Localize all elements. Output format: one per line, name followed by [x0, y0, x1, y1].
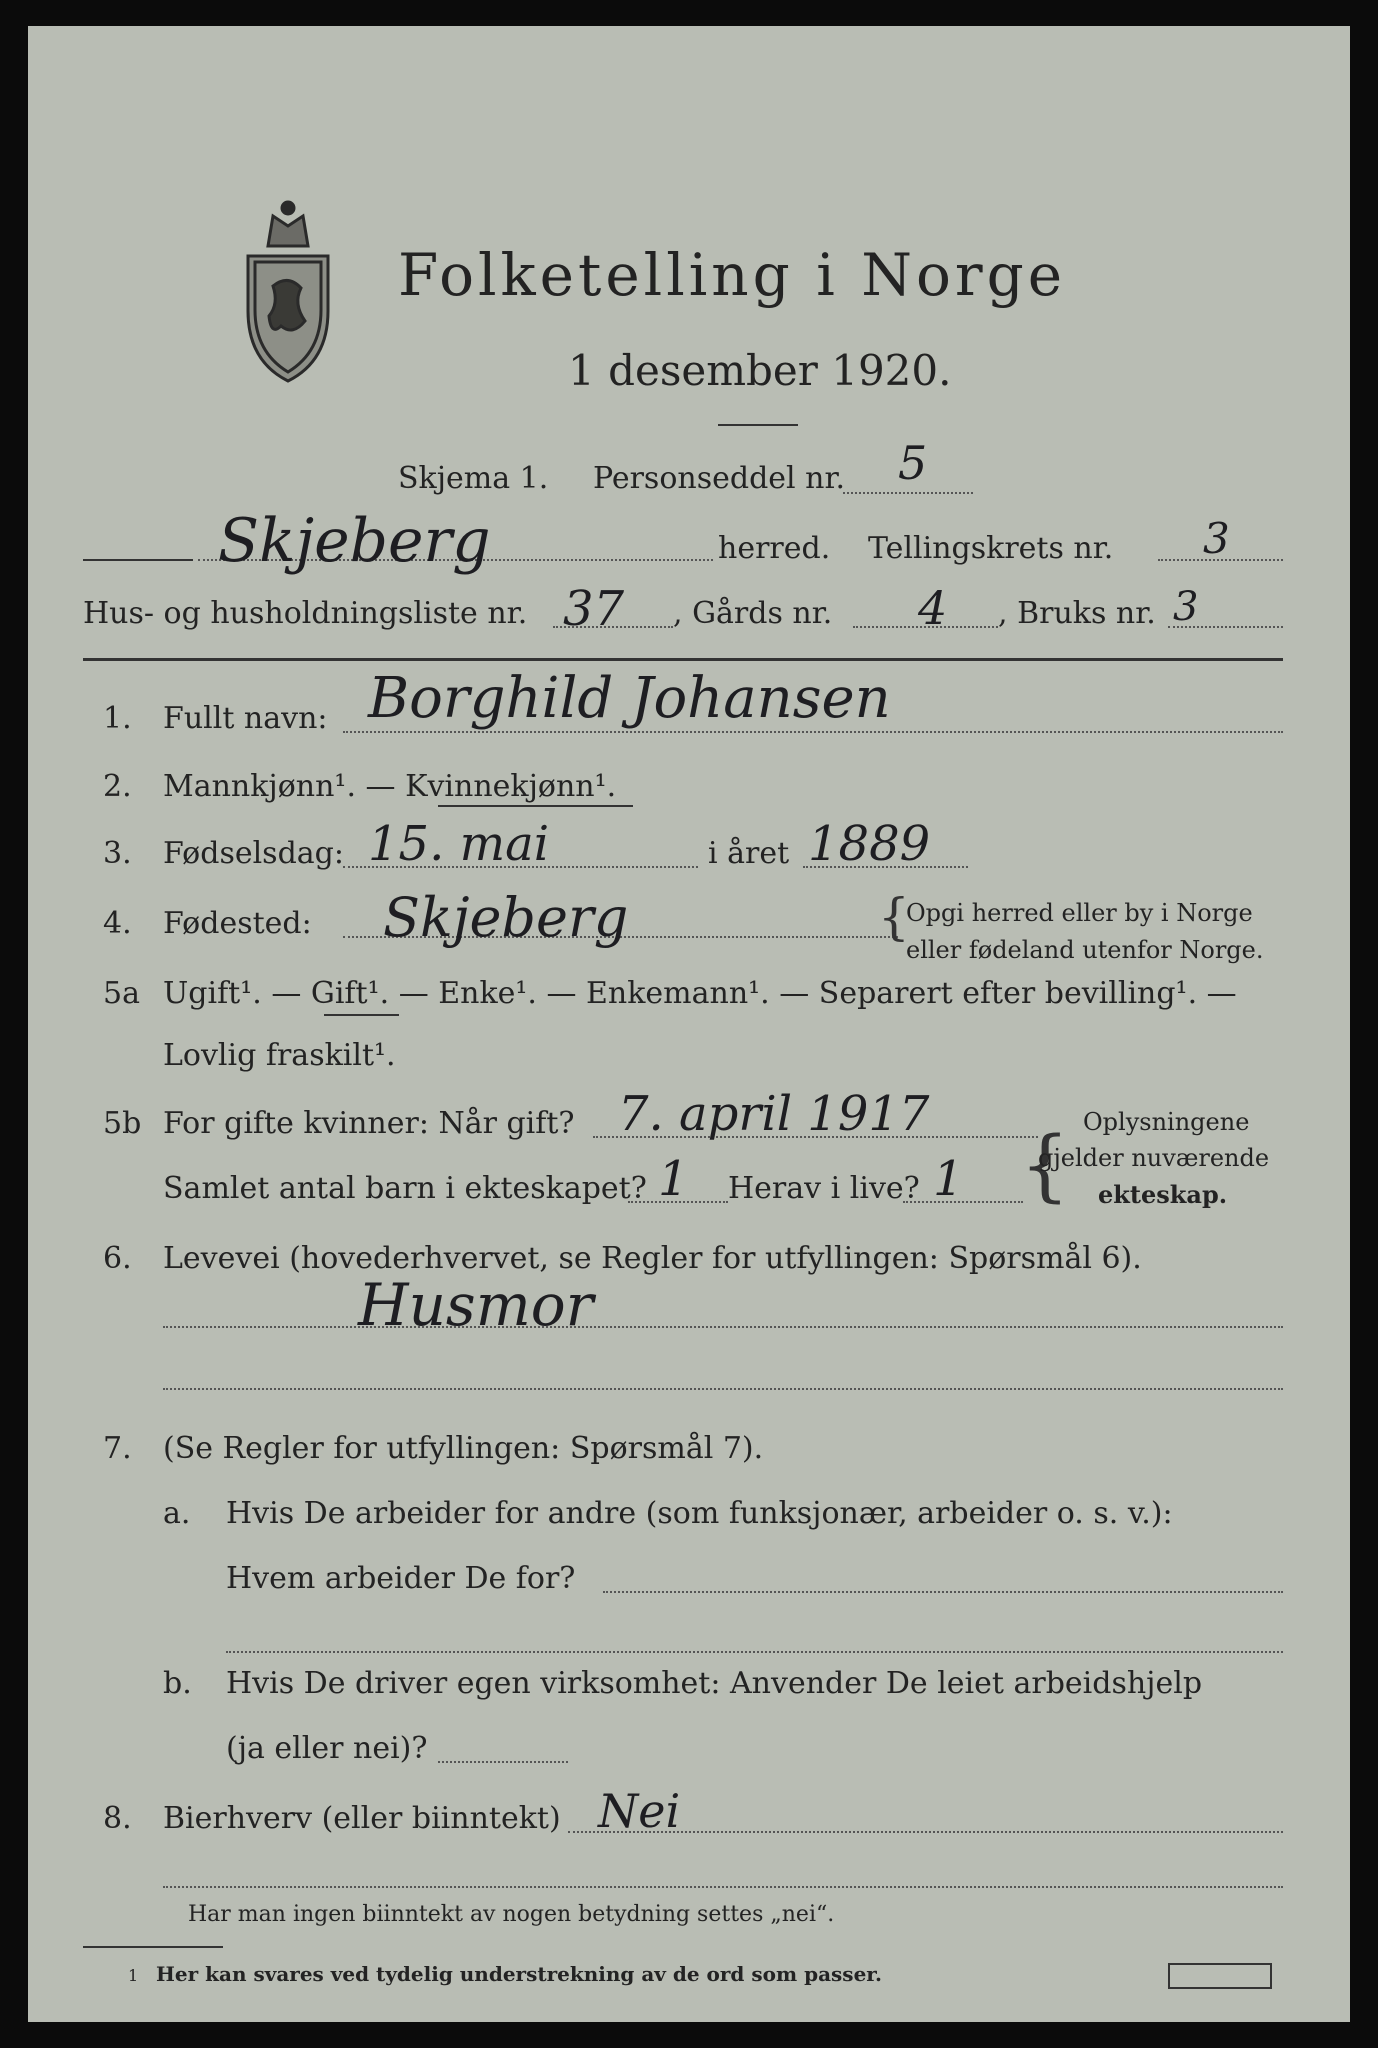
section-divider	[83, 658, 1283, 661]
hired-help-field	[438, 1761, 568, 1763]
q1-label: Fullt navn:	[163, 701, 328, 736]
marriage-note-1: Oplysningene	[1083, 1108, 1250, 1136]
personseddel-value: 5	[898, 436, 928, 490]
q5b-label-alive: Herav i live?	[728, 1171, 920, 1206]
tellingskrets-label: Tellingskrets nr.	[868, 531, 1114, 566]
birthplace-note-2: eller fødeland utenfor Norge.	[906, 936, 1264, 964]
birth-year-value: 1889	[808, 816, 931, 872]
hus-value: 37	[563, 581, 625, 637]
side-income-value: Nei	[598, 1784, 681, 1838]
q7b-answer-label: (ja eller nei)?	[226, 1731, 428, 1766]
bruks-label: , Bruks nr.	[998, 596, 1156, 631]
form-title: Folketelling i Norge	[398, 241, 1067, 309]
hus-label: Hus- og husholdningsliste nr.	[83, 596, 528, 631]
q7-number: 7.	[103, 1431, 132, 1466]
q7a-question: Hvis De arbeider for andre (som funksjonær, arbeider o. s. v.):	[226, 1496, 1173, 1531]
marriage-date-value: 7. april 1917	[618, 1086, 930, 1142]
footnote: Her kan svares ved tydelig understrekning av de ord som passer.	[156, 1962, 882, 1986]
printer-stamp	[1168, 1963, 1272, 1989]
q8-number: 8.	[103, 1801, 132, 1836]
q5a-marital-options-2: Lovlig fraskilt¹.	[163, 1038, 396, 1073]
divider	[718, 424, 798, 426]
children-alive-value: 1	[933, 1151, 964, 1207]
census-form: Folketelling i Norge 1 desember 1920. Skjema 1. Personseddel nr. 5 Skjeberg herred. Tellingskrets nr. 3 Hus- og husholdningsliste nr. 37 , Gårds nr. 4 , Bruks nr. 3 1. Fullt navn: Borghild Johansen 2. Mannkjønn¹. — Kvinnekjønn¹. 3. Fødselsdag: 15. mai i året 1889 4. Fødested: Skjeberg { Opgi herred eller by i Norge eller fødeland utenfor Norge. 5a Ugift¹. — Gift¹. — Enke¹. — Enkemann¹. — Separert efter bevilling¹. — Lovlig fraskilt¹. 5b For gifte kvinner: Når gift? 7. april 1917 Samlet antal barn i ekteskapet? 1 Herav i live? 1 { Oplysningene gjelder nuværende ekteskap. 6. Levevei (hovederhvervet, se Regler for utfyllingen: Spørsmål 6). Husmor 7. (Se Regler for utfyllingen: Spørsmål 7). a. Hvis De arbeider for andre (som funksjonær, arbeider o. s. v.): Hvem arbeider De for? b. Hvis De driver egen virksomhet: Anvender De leiet arbeidshjelp (ja eller nei)? 8. Bierhverv (eller biinntekt) Nei Har man ingen biinntekt av nogen betydning settes „nei“. 1 Her kan svares ved tydelig understrekning av de ord som passer.	[28, 26, 1350, 2022]
income-note: Har man ingen biinntekt av nogen betydning settes „nei“.	[188, 1902, 835, 1927]
q5a-number: 5a	[103, 976, 140, 1011]
gender-underline	[438, 805, 633, 807]
q4-number: 4.	[103, 906, 132, 941]
personseddel-label: Personseddel nr.	[593, 461, 846, 496]
q1-number: 1.	[103, 701, 132, 736]
occupation-value: Husmor	[358, 1271, 594, 1339]
q6-number: 6.	[103, 1241, 132, 1276]
q7-label: (Se Regler for utfyllingen: Spørsmål 7).	[163, 1431, 764, 1466]
marriage-note-3: ekteskap.	[1098, 1180, 1228, 1209]
q6-label: Levevei (hovederhvervet, se Regler for utfyllingen: Spørsmål 6).	[163, 1241, 1142, 1276]
q5b-number: 5b	[103, 1106, 142, 1141]
skjema-label: Skjema 1.	[398, 461, 549, 496]
q7b-question: Hvis De driver egen virksomhet: Anvender De leiet arbeidshjelp	[226, 1666, 1203, 1701]
census-date: 1 desember 1920.	[568, 346, 952, 395]
year-label: i året	[708, 836, 790, 871]
birthplace-value: Skjeberg	[383, 886, 629, 949]
children-count-value: 1	[658, 1151, 689, 1207]
q5b-label-married: For gifte kvinner: Når gift?	[163, 1106, 575, 1141]
footnote-mark: 1	[128, 1966, 139, 1985]
q8-label: Bierhverv (eller biinntekt)	[163, 1801, 561, 1836]
herred-value: Skjeberg	[218, 506, 491, 576]
gards-label: , Gårds nr.	[673, 596, 833, 631]
q2-gender-options: Mannkjønn¹. — Kvinnekjønn¹.	[163, 769, 617, 804]
birthday-value: 15. mai	[368, 816, 550, 872]
q5a-marital-options: Ugift¹. — Gift¹. — Enke¹. — Enkemann¹. — Separert efter bevilling¹. —	[163, 976, 1237, 1011]
tellingskrets-value: 3	[1203, 514, 1230, 563]
q3-label: Fødselsdag:	[163, 836, 344, 871]
q5b-label-children: Samlet antal barn i ekteskapet?	[163, 1171, 647, 1206]
q3-number: 3.	[103, 836, 132, 871]
employer-field	[603, 1591, 1283, 1593]
q4-label: Fødested:	[163, 906, 312, 941]
bruks-value: 3	[1173, 584, 1199, 630]
q7a-employer-label: Hvem arbeider De for?	[226, 1561, 576, 1596]
herred-label: herred.	[718, 531, 831, 566]
coat-of-arms-icon	[233, 186, 343, 386]
birthplace-note-1: Opgi herred eller by i Norge	[906, 899, 1253, 927]
q7b-letter: b.	[163, 1666, 192, 1701]
q7a-letter: a.	[163, 1496, 191, 1531]
gards-value: 4	[918, 581, 948, 635]
q2-number: 2.	[103, 769, 132, 804]
marital-underline	[324, 1014, 399, 1016]
marriage-note-2: gjelder nuværende	[1038, 1144, 1270, 1172]
full-name-value: Borghild Johansen	[368, 666, 891, 731]
